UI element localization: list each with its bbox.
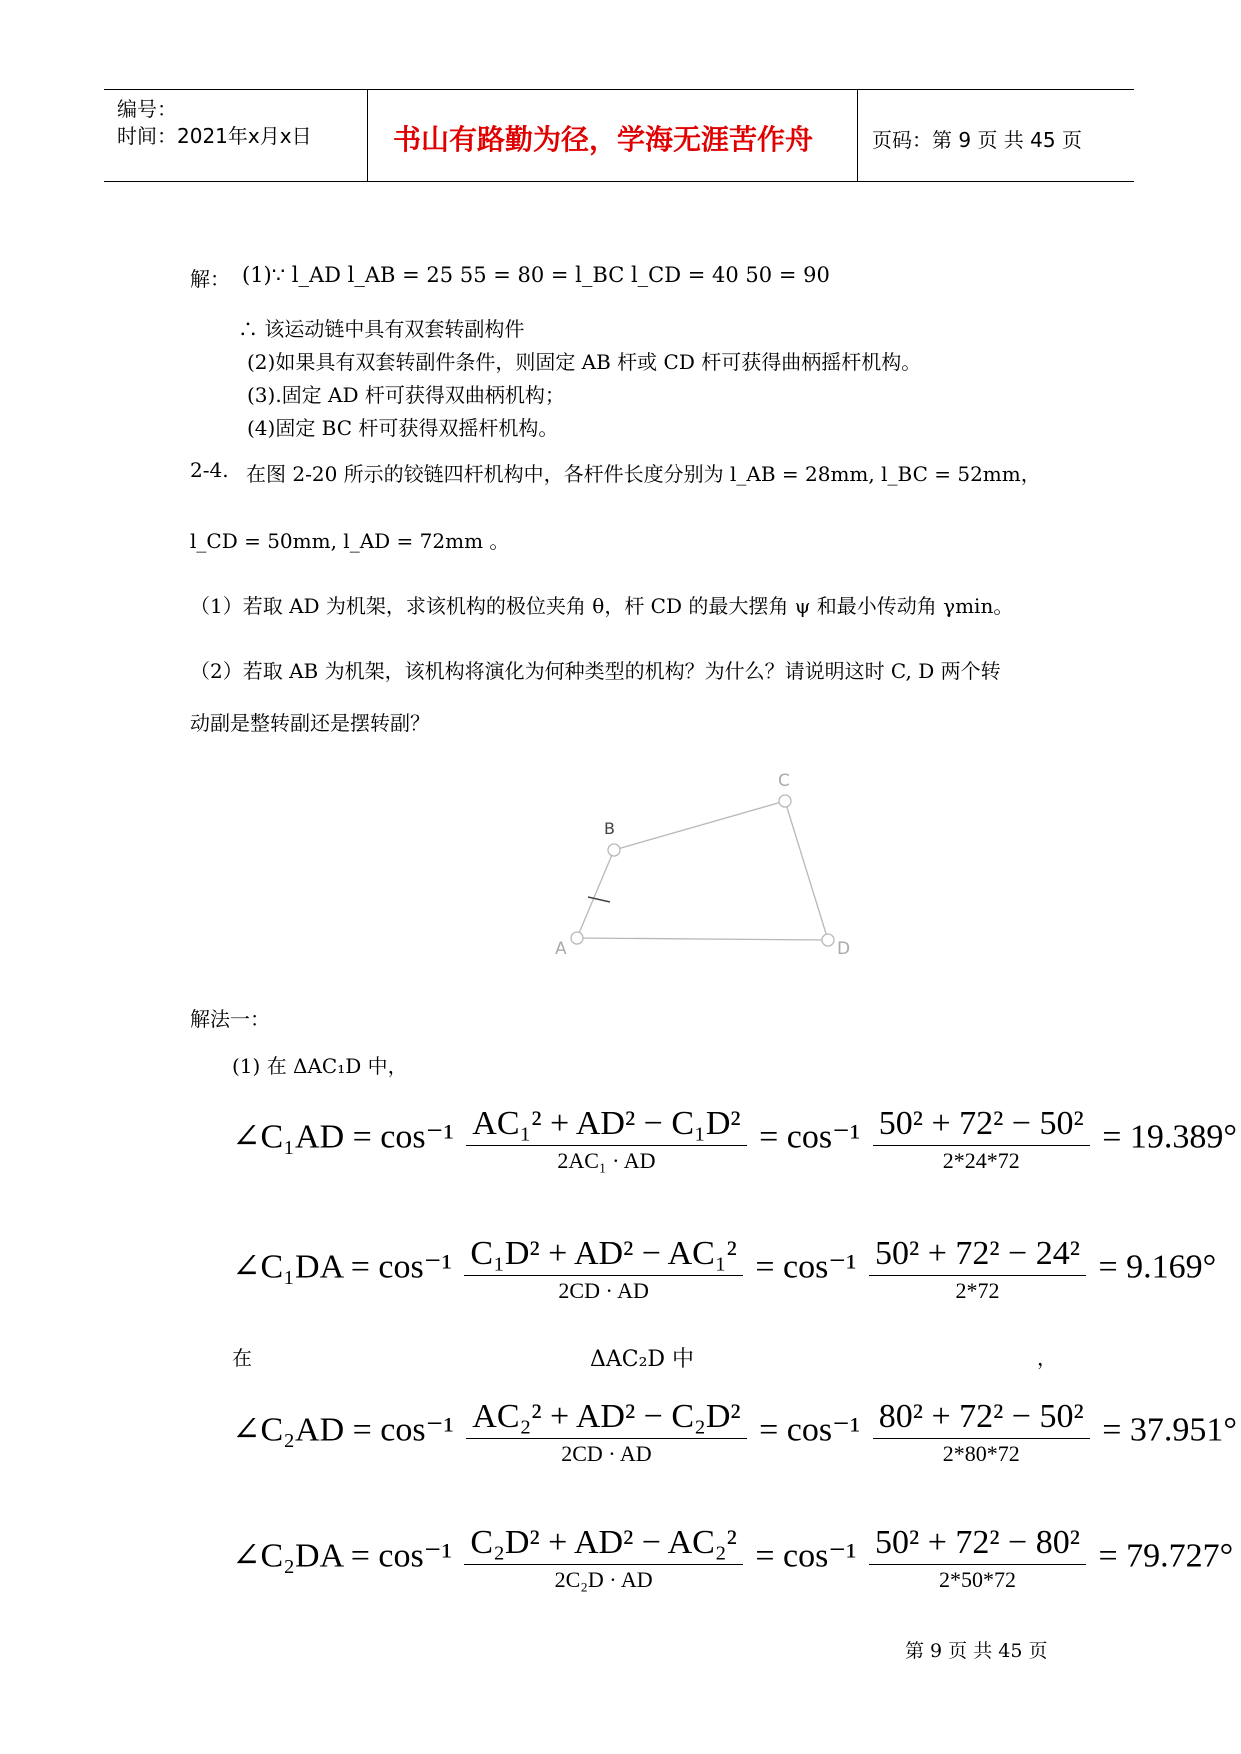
header-page: 页码：第 9 页 共 45 页 [872, 128, 1082, 152]
formula-4-frac-symbolic [464, 1524, 742, 1593]
problem-text-1: 在图 2-20 所示的铰链四杆机构中，各杆件长度分别为 l_AB = 28mm, l_BC = 52mm， [246, 462, 1041, 486]
formula-1 [232, 1105, 1237, 1174]
in-word: 在 [232, 1346, 252, 1370]
formula-3-frac-symbolic [466, 1398, 746, 1467]
formula-4-mid: = cos⁻¹ [755, 1537, 857, 1575]
header-number: 编号： [117, 97, 177, 121]
formula-4-lhs: ∠C₂DA = cos⁻¹ [232, 1537, 452, 1575]
joint-a [571, 932, 583, 944]
problem-text-2: l_CD = 50mm, l_AD = 72mm 。 [190, 529, 510, 553]
label-d: D [837, 939, 851, 959]
header-time: 时间：2021年x月x日 [117, 124, 312, 148]
formula-3-frac-numeric-num: 80² + 72² − 50² [873, 1398, 1090, 1439]
question-2b: 动副是整转副还是摆转副？ [190, 711, 430, 735]
link-ad [577, 938, 828, 940]
formula-1-frac-symbolic-den: 2AC₁ · AD [557, 1148, 656, 1173]
formula-3-mid: = cos⁻¹ [759, 1411, 861, 1449]
label-c: C [778, 771, 790, 791]
formula-1-frac-symbolic-num: AC₁² + AD² − C₁D² [466, 1105, 746, 1146]
header-divider-left [367, 89, 368, 181]
label-a: A [555, 939, 567, 959]
link-cd [785, 801, 828, 940]
formula-3-frac-symbolic-den: 2CD · AD [561, 1441, 652, 1466]
formula-4-result: = 79.727° [1098, 1537, 1234, 1575]
footer-page-number: 第 9 页 共 45 页 [905, 1640, 1048, 1662]
formula-1-frac-numeric-den: 2*24*72 [942, 1148, 1020, 1173]
formula-2-frac-numeric-den: 2*72 [955, 1278, 1000, 1303]
question-1: （1）若取 AD 为机架，求该机构的极位夹角 θ，杆 CD 的最大摆角 ψ 和最小传动角 γmin。 [190, 594, 1014, 618]
formula-4-frac-symbolic-num: C₂D² + AD² − AC₂² [464, 1524, 742, 1565]
header-top-rule [104, 89, 1134, 90]
formula-4-frac-symbolic-den: 2C₂D · AD [554, 1567, 653, 1592]
formula-1-frac-numeric-num: 50² + 72² − 50² [873, 1105, 1090, 1146]
label-b: B [604, 819, 615, 838]
triangle-2-comma: ， [1037, 1346, 1057, 1370]
triangle-2-label: ΔAC₂D 中 [590, 1347, 695, 1372]
formula-2-frac-symbolic [464, 1235, 742, 1304]
formula-3 [232, 1398, 1237, 1467]
formula-2-frac-symbolic-num: C₁D² + AD² − AC₁² [464, 1235, 742, 1276]
method-step-1: (1) 在 ΔAC₁D 中， [232, 1054, 408, 1078]
formula-3-result: = 37.951° [1102, 1411, 1237, 1449]
formula-3-frac-numeric-den: 2*80*72 [942, 1441, 1020, 1466]
solution-line-2: ∴ 该运动链中具有双套转副构件 [238, 317, 525, 341]
formula-2-result: = 9.169° [1098, 1248, 1217, 1286]
formula-2-lhs: ∠C₁DA = cos⁻¹ [232, 1248, 452, 1286]
formula-1-mid: = cos⁻¹ [759, 1118, 861, 1156]
solution-line-4: (3).固定 AD 杆可获得双曲柄机构； [247, 383, 565, 407]
formula-4-frac-numeric [869, 1524, 1086, 1593]
crank-tick [588, 897, 610, 902]
header-divider-right [857, 89, 858, 181]
problem-number: 2-4. [190, 458, 229, 482]
header-motto: 书山有路勤为径，学海无涯苦作舟 [393, 123, 814, 156]
method-title: 解法一： [190, 1007, 270, 1031]
formula-4 [232, 1524, 1233, 1593]
joint-c [779, 795, 791, 807]
formula-2-frac-numeric-num: 50² + 72² − 24² [869, 1235, 1086, 1276]
header-bottom-rule [104, 181, 1134, 182]
joint-b [608, 844, 620, 856]
solution-line-3: (2)如果具有双套转副件条件，则固定 AB 杆或 CD 杆可获得曲柄摇杆机构。 [247, 350, 922, 374]
question-2a: （2）若取 AB 为机架，该机构将演化为何种类型的机构？为什么？请说明这时 C, D 两个转 [190, 659, 1001, 683]
formula-1-frac-symbolic [466, 1105, 746, 1174]
formula-2-frac-numeric [869, 1235, 1086, 1304]
formula-4-frac-numeric-num: 50² + 72² − 80² [869, 1524, 1086, 1565]
formula-4-frac-numeric-den: 2*50*72 [938, 1567, 1016, 1592]
joint-d [822, 934, 834, 946]
link-ab [577, 850, 614, 938]
formula-3-lhs: ∠C₂AD = cos⁻¹ [232, 1411, 454, 1449]
formula-1-result: = 19.389° [1102, 1118, 1237, 1156]
formula-3-frac-symbolic-num: AC₂² + AD² − C₂D² [466, 1398, 746, 1439]
formula-3-frac-numeric [873, 1398, 1090, 1467]
formula-2 [232, 1235, 1216, 1304]
solution-prefix: 解： [190, 267, 230, 291]
formula-1-lhs: ∠C₁AD = cos⁻¹ [232, 1118, 454, 1156]
formula-2-frac-symbolic-den: 2CD · AD [558, 1278, 649, 1303]
formula-1-frac-numeric [873, 1105, 1090, 1174]
formula-2-mid: = cos⁻¹ [755, 1248, 857, 1286]
solution-line-1: (1)∵ l_AD l_AB = 25 55 = 80 = l_BC l_CD = 40 50 = 90 [242, 263, 830, 287]
link-bc [614, 801, 785, 850]
solution-line-5: (4)固定 BC 杆可获得双摇杆机构。 [247, 416, 559, 440]
